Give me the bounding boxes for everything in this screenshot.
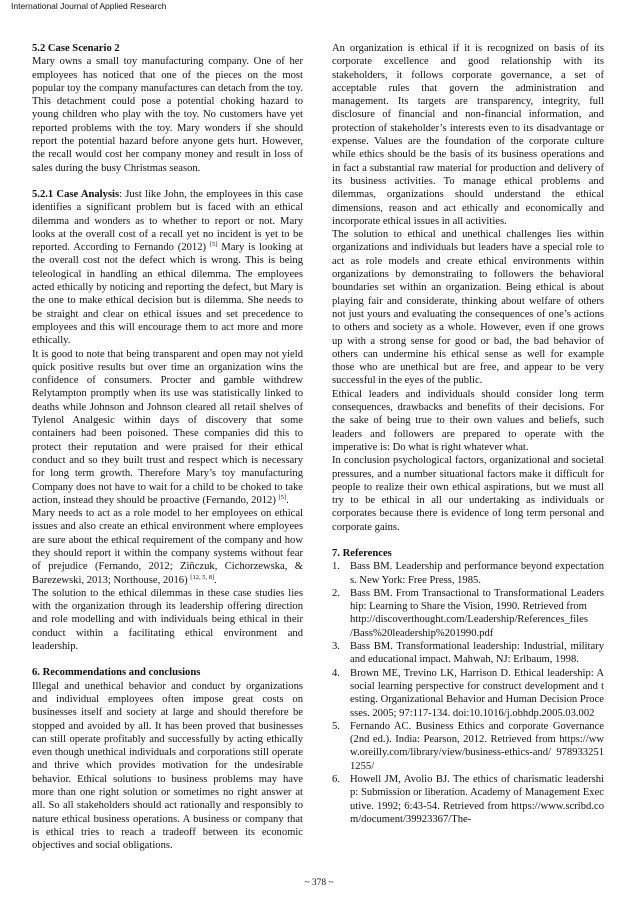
citation: [5]: [278, 493, 287, 501]
reference-number: 3.: [332, 641, 340, 653]
role-model-paragraph: [32, 507, 303, 587]
solution-paragraph: The solution to the ethical dilemmas in these case studies lies with the organization through its leadership offering direction and role modelling and with individuals being ethical in their conduct within a facilitating ethical environment and leadership.: [32, 587, 303, 653]
case-scenario-paragraph: Mary owns a small toy manufacturing company. One of her employees has noticed that one of the pieces on the most popular toy the company manufactures can detach from the toy. This detachment could pose a potential choking hazard to young children who play with the toy. No customers have yet reported problems with the toy. Mary wonders if she should report the potential hazard before anyone gets hurt. However, the recall would cost her company money and result in loss of sales during the busy Christmas season.: [32, 56, 303, 174]
section-5-2-heading: 5.2 Case Scenario 2: [32, 43, 120, 54]
reference-item: [332, 640, 604, 667]
conclusion-paragraph: In conclusion psychological factors, organizational and societal pressures, and a number situational factors make it difficult for people to realize their own ethical aspirations, but we must all try to be ethical in all our undertaking as individuals or corporates because there is evidence of long term personal and corporate gains.: [332, 455, 604, 533]
citation: [5]: [209, 241, 218, 249]
reference-line: Fernando AC. Business Ethics and corporate Governance (2nd ed.). India: Pearson, 2012. Retrieved from https://www.oreilly.com/library/view/business-ethics-and/ 9789332511255/: [350, 720, 604, 772]
reference-item: [332, 587, 604, 640]
reference-number: 2.: [332, 587, 340, 599]
reference-text: [350, 587, 604, 640]
page-number: ~ 378 ~: [304, 878, 334, 888]
recommendations-paragraph: Illegal and unethical behavior and conduct by organizations and individual employees often impose great costs on businesses itself and society at large and should therefore be stopped and avoided by all. It has been proved that businesses can still operate profitably and successfully by acting ethically even though unethical individuals and corporations still operate and thrive which provides motivation for the undesirable behavior. Ethical solutions to business problems may have more than one right solution or sometimes no right answer at all. So all stakeholders should act rationally and responsibly to nature ethical business operations. A business or company that is ethical tries to reach a tradeoff between its economic objectives and social obligations.: [32, 680, 303, 852]
reference-list: [332, 560, 604, 826]
reference-text: [350, 667, 604, 720]
reference-line: Brown ME, Trevino LK, Harrison D. Ethical leadership: A social learning perspective for construct development and testing. Organizational Behavior and Human Decision Processes. 2005; 97:117-134. doi:10.1016/j.obhdp.2005.03.002: [350, 667, 604, 719]
case-analysis-text-a: : Just like John, the employees in this case identifies a significant problem but is faced with an ethical dilemma and wonders as to whether to report or not. Mary looks at the overall cost of a recall yet no incident is yet to be reported. According to Fernando (2012): [32, 188, 303, 254]
reference-item: [332, 667, 604, 720]
section-7-heading: 7. References: [332, 547, 392, 559]
transparency-text-a: It is good to note that being transparent and open may not yield quick positive results but over time an organization wins the confidence of consumers. Procter and gamble withdrew Relytampton promptly when its use was statistically linked to deaths while Johnson and Johnson cleared all retail shelves of Tylenol Analgesic within days of discovery that some containers had been poisoned. These companies did this to protect their reputation and were praised for their ethical conduct and so they built trust and respect which is necessary for long term growth. Therefore Mary’s toy manufacturing Company does not have to wait for a child to be choked to take action, instead they should be proactive (Fernando, 2012): [32, 348, 303, 506]
right-column: [332, 42, 604, 826]
ethical-organization-paragraph: An organization is ethical if it is recognized on basis of its corporate excellence and good relationship with its stakeholders, it follows corporate governance, a set of acceptable rules that govern the administration and management. Its targets are transparency, integrity, full disclosure of financial and non-financial information, and protection of stakeholder’s interests even to its disadvantage or expense. Values are the foundation of the corporate culture while ethics should be the basis of its business operations and in fact a substantial raw material for production and delivery of its business activities. To manage ethical problems and dilemmas, organizations should understand the ethical dimensions, reason and act ethically and economically and incorporate ethical issues in all activities.: [332, 43, 604, 227]
running-head: International Journal of Applied Research: [11, 1, 167, 11]
role-model-text-b: .: [214, 574, 217, 586]
left-column: [32, 42, 303, 853]
reference-url-link[interactable]: /Bass%20leadership%201990.pdf: [350, 627, 494, 639]
case-analysis-paragraph: [32, 188, 303, 348]
role-model-text-a: Mary needs to act as a role model to her employees on ethical issues and also create an ethical environment where employees are sure about the ethical requirement of the company and how they should report it within the company systems without fear of prejudice (Fernando, 2012; Ziñczuk, Cichorzewska, & Barezewski, 2013; Northouse, 2016): [32, 508, 303, 586]
reference-line: Howell JM, Avolio BJ. The ethics of charismatic leadership: Submission or liberation. Academy of Management Executive. 1992; 6:43-54. Retrieved from https://www.scribd.com/document/39923367/The-: [350, 774, 604, 825]
reference-text: [350, 560, 604, 587]
section-6-heading: 6. Recommendations and conclusions: [32, 667, 201, 679]
reference-url-link[interactable]: http://discoverthought.com/Leadership/References_files: [350, 614, 588, 626]
reference-number: 6.: [332, 774, 340, 786]
reference-text: [350, 720, 604, 773]
section-5-2-1-runin: 5.2.1 Case Analysis: [32, 188, 120, 200]
transparency-paragraph: [32, 348, 303, 508]
reference-number: 5.: [332, 720, 340, 732]
reference-line: Bass BM. Transformational leadership: Industrial, military and educational impact. Mahwah, NJ: Erlbaum, 1998.: [350, 641, 604, 666]
leaders-solution-paragraph: The solution to ethical and unethical challenges lies within organizations and individuals but leaders have a special role to act as role models and create ethical environments within organizations by demonstrating to followers the behavioral boundaries set within an organization. Being ethical is about playing fair and considerate, thinking about welfare of others not just yours and evaluating the consequences of one’s actions to others and society as a whole. However, even if one grows up with a strong sense for good or bad, the bad behavior of others can undermine his ethical sense as well for example those who are unethical but are free, and appear to be very successful in the eyes of the public.: [332, 229, 604, 387]
reference-text: [350, 773, 604, 826]
reference-line: Bass BM. From Transactional to Transformational Leadership: Learning to Share the Vision, 1990. Retrieved from: [350, 587, 604, 613]
ethical-leaders-paragraph: Ethical leaders and individuals should consider long term consequences, drawbacks and benefits of their decisions. For the sake of being true to their own values and beliefs, such leaders and followers are prepared to operate with the imperative is: Do what is right whatever what.: [332, 388, 604, 453]
reference-number: 1.: [332, 561, 340, 573]
citation: [12, 5, 8]: [190, 573, 215, 581]
reference-line: Bass BM. Leadership and performance beyond expectations. New York: Free Press, 1985.: [350, 561, 604, 586]
reference-item: [332, 560, 604, 587]
reference-text: [350, 640, 604, 667]
reference-item: [332, 720, 604, 773]
reference-item: [332, 773, 604, 826]
case-analysis-text-b: Mary is looking at the overall cost not the defect which is wrong. This is being teleological in handling an ethical dilemma. The employees acted ethically by noticing and reporting the defect, but Mary is the one to make ethical decision but is dilemma. She needs to be straight and clear on ethical issues and set precedence to employees and this will encourage them to act more and more ethically.: [32, 242, 303, 347]
reference-number: 4.: [332, 667, 340, 679]
transparency-text-b: .: [286, 494, 289, 506]
